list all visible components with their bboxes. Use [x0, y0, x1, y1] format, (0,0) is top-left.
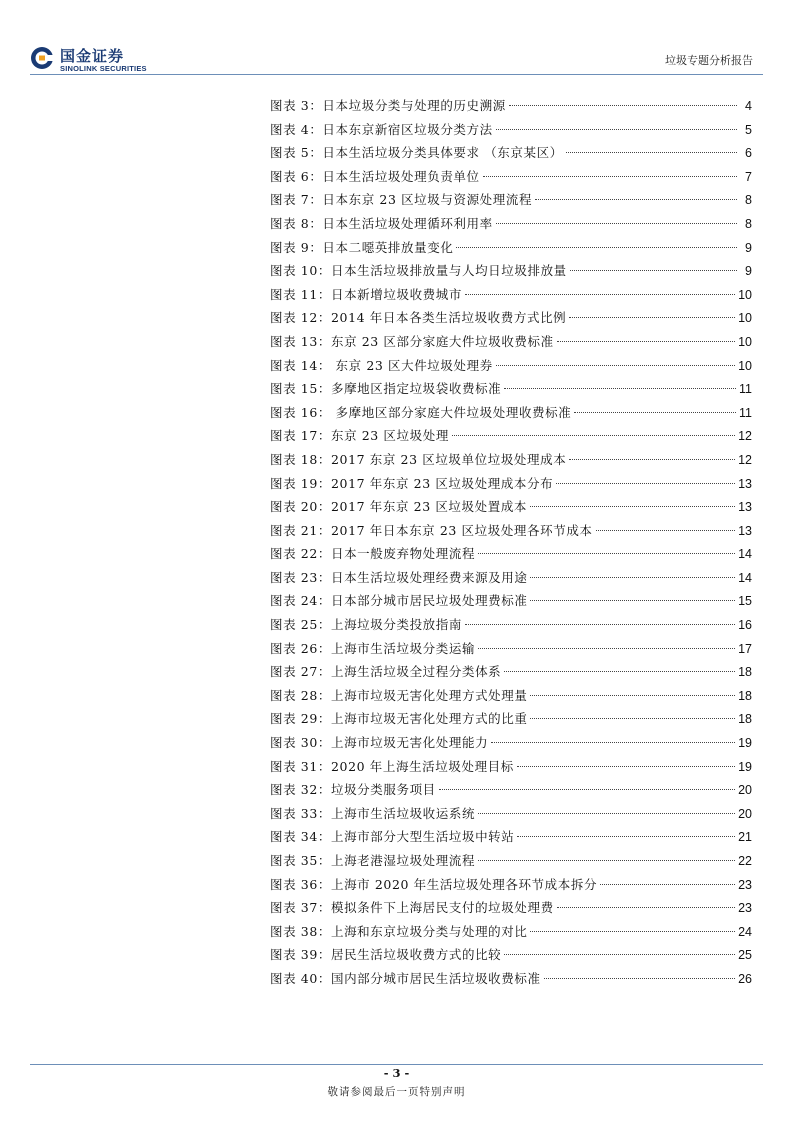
toc-entry[interactable] — [270, 448, 752, 472]
toc-entry[interactable] — [270, 660, 752, 684]
toc-entry[interactable] — [270, 920, 752, 944]
toc-entry-page: 18 — [738, 665, 752, 680]
toc-entry-page: 13 — [738, 500, 752, 515]
toc-dot-leader — [530, 695, 735, 696]
toc-entry-label: 图表 36：上海市 2020 年生活垃圾处理各环节成本拆分 — [270, 876, 598, 892]
toc-dot-leader — [452, 435, 735, 436]
toc-dot-leader — [544, 978, 736, 979]
toc-dot-leader — [465, 294, 735, 295]
toc-entry-label: 图表 9：日本二噁英排放量变化 — [270, 239, 454, 255]
toc-dot-leader — [478, 648, 735, 649]
logo-english-name: SINOLINK SECURITIES — [60, 64, 147, 73]
toc-entry-page: 14 — [738, 570, 752, 585]
toc-entry[interactable] — [270, 873, 752, 897]
toc-entry-label: 图表 28：上海市垃圾无害化处理方式处理量 — [270, 687, 528, 703]
toc-entry-page: 20 — [738, 783, 752, 798]
toc-entry[interactable] — [270, 967, 752, 991]
toc-entry[interactable] — [270, 188, 752, 212]
toc-dot-leader — [496, 223, 737, 224]
toc-entry[interactable] — [270, 495, 752, 519]
toc-entry-page: 7 — [745, 169, 752, 184]
toc-entry-page: 11 — [739, 382, 752, 397]
toc-entry-label: 图表 25：上海垃圾分类投放指南 — [270, 617, 462, 633]
toc-entry[interactable] — [270, 94, 752, 118]
toc-entry-label: 图表 7：日本东京 23 区垃圾与资源处理流程 — [270, 192, 533, 208]
toc-dot-leader — [496, 129, 737, 130]
toc-entry[interactable] — [270, 141, 752, 165]
toc-entry-label: 图表 8：日本生活垃圾处理循环利用率 — [270, 215, 493, 231]
toc-entry-page: 8 — [745, 216, 752, 231]
toc-entry-label: 图表 40：国内部分城市居民生活垃圾收费标准 — [270, 970, 541, 986]
toc-entry[interactable] — [270, 259, 752, 283]
toc-entry-label: 图表 10：日本生活垃圾排放量与人均日垃圾排放量 — [270, 263, 567, 279]
toc-entry-page: 13 — [738, 476, 752, 491]
toc-dot-leader — [530, 718, 735, 719]
toc-entry[interactable] — [270, 589, 752, 613]
toc-entry-page: 19 — [738, 759, 752, 774]
toc-entry-label: 图表 5：日本生活垃圾分类具体要求 （东京某区） — [270, 145, 563, 161]
toc-dot-leader — [530, 506, 735, 507]
toc-entry[interactable] — [270, 566, 752, 590]
toc-entry-label: 图表 15：多摩地区指定垃圾袋收费标准 — [270, 381, 502, 397]
toc-entry-label: 图表 32：垃圾分类服务项目 — [270, 782, 436, 798]
toc-dot-leader — [483, 176, 737, 177]
toc-entry-label: 图表 29：上海市垃圾无害化处理方式的比重 — [270, 711, 528, 727]
page-number: - 3 - — [383, 1066, 410, 1080]
toc-entry-page: 9 — [745, 264, 752, 279]
toc-entry-page: 5 — [745, 122, 752, 137]
toc-entry-page: 8 — [745, 193, 752, 208]
toc-entry[interactable] — [270, 424, 752, 448]
header-divider — [30, 74, 763, 75]
toc-entry[interactable] — [270, 472, 752, 496]
toc-dot-leader — [504, 388, 736, 389]
toc-dot-leader — [504, 671, 735, 672]
toc-entry-page: 14 — [738, 547, 752, 562]
toc-dot-leader — [439, 789, 735, 790]
toc-entry-label: 图表 37：模拟条件下上海居民支付的垃圾处理费 — [270, 900, 554, 916]
toc-entry-page: 23 — [738, 901, 752, 916]
toc-entry[interactable] — [270, 401, 752, 425]
toc-entry[interactable] — [270, 542, 752, 566]
toc-entry-page: 10 — [738, 311, 752, 326]
toc-entry-page: 19 — [738, 736, 752, 751]
toc-entry[interactable] — [270, 849, 752, 873]
toc-entry[interactable] — [270, 330, 752, 354]
company-logo — [30, 44, 150, 74]
toc-entry-page: 18 — [738, 712, 752, 727]
toc-entry-label: 图表 16： 多摩地区部分家庭大件垃圾处理收费标准 — [270, 404, 572, 420]
toc-entry-page: 17 — [738, 641, 752, 656]
toc-entry-label: 图表 33：上海市生活垃圾收运系统 — [270, 805, 476, 821]
toc-entry[interactable] — [270, 778, 752, 802]
toc-entry-page: 16 — [738, 618, 752, 633]
toc-dot-leader — [465, 624, 735, 625]
toc-entry-label: 图表 24：日本部分城市居民垃圾处理费标准 — [270, 593, 528, 609]
toc-entry[interactable] — [270, 306, 752, 330]
toc-entry-page: 10 — [738, 358, 752, 373]
toc-entry-label: 图表 20：2017 年东京 23 区垃圾处置成本 — [270, 499, 528, 515]
toc-entry[interactable] — [270, 731, 752, 755]
toc-entry-label: 图表 35：上海老港湿垃圾处理流程 — [270, 853, 476, 868]
toc-entry-page: 18 — [738, 688, 752, 703]
toc-entry-page: 6 — [745, 146, 752, 161]
toc-entry[interactable] — [270, 165, 752, 189]
toc-entry-label: 图表 39：居民生活垃圾收费方式的比较 — [270, 947, 502, 963]
report-title: 垃圾专题分析报告 — [665, 54, 753, 67]
toc-entry-label: 图表 21：2017 年日本东京 23 区垃圾处理各环节成本 — [270, 522, 593, 538]
toc-entry-label: 图表 26：上海市生活垃圾分类运输 — [270, 640, 476, 656]
toc-entry[interactable] — [270, 637, 752, 661]
toc-entry[interactable] — [270, 943, 752, 967]
toc-dot-leader — [530, 931, 735, 932]
toc-entry-page: 10 — [738, 334, 752, 349]
toc-entry-label: 图表 4：日本东京新宿区垃圾分类方法 — [270, 121, 493, 137]
toc-dot-leader — [570, 270, 737, 271]
toc-dot-leader — [557, 341, 735, 342]
toc-entry-page: 15 — [738, 594, 752, 609]
toc-dot-leader — [574, 412, 736, 413]
toc-entry-label: 图表 38：上海和东京垃圾分类与处理的对比 — [270, 923, 528, 939]
toc-dot-leader — [596, 530, 736, 531]
toc-entry-label: 图表 30：上海市垃圾无害化处理能力 — [270, 735, 489, 751]
toc-dot-leader — [530, 577, 735, 578]
toc-dot-leader — [569, 317, 735, 318]
toc-entry-label: 图表 31：2020 年上海生活垃圾处理目标 — [270, 758, 514, 774]
toc-entry[interactable] — [270, 825, 752, 849]
toc-entry-page: 10 — [738, 287, 752, 302]
toc-entry-label: 图表 13：东京 23 区部分家庭大件垃圾收费标准 — [270, 333, 554, 349]
toc-entry[interactable] — [270, 519, 752, 543]
toc-entry[interactable] — [270, 236, 752, 260]
toc-dot-leader — [504, 954, 735, 955]
toc-entry-page: 13 — [738, 523, 752, 538]
toc-entry-label: 图表 23：日本生活垃圾处理经费来源及用途 — [270, 569, 528, 585]
toc-dot-leader — [566, 152, 737, 153]
toc-entry-page: 9 — [745, 240, 752, 255]
toc-dot-leader — [517, 836, 735, 837]
toc-entry[interactable] — [270, 212, 752, 236]
toc-entry[interactable] — [270, 755, 752, 779]
toc-dot-leader — [478, 553, 735, 554]
toc-entry-page: 12 — [738, 429, 752, 444]
toc-entry-label: 图表 17：东京 23 区垃圾处理 — [270, 428, 449, 444]
toc-entry-page: 22 — [738, 854, 752, 868]
toc-dot-leader — [556, 483, 735, 484]
page-header — [0, 0, 793, 78]
logo-chinese-name: 国金证券 — [60, 47, 125, 65]
toc-dot-leader — [491, 742, 735, 743]
toc-entry-label: 图表 11：日本新增垃圾收费城市 — [270, 286, 462, 302]
toc-entry-page: 4 — [745, 99, 752, 113]
toc-entry-label: 图表 3：日本垃圾分类与处理的历史溯源 — [270, 98, 506, 113]
sinolink-logo-icon — [30, 46, 54, 70]
toc-dot-leader — [509, 105, 737, 106]
toc-entry-page: 11 — [739, 405, 752, 420]
toc-entry[interactable] — [270, 118, 752, 142]
toc-entry[interactable] — [270, 802, 752, 826]
toc-entry-page: 24 — [738, 924, 752, 939]
toc-entry-page: 20 — [738, 806, 752, 821]
toc-entry[interactable] — [270, 354, 752, 378]
toc-dot-leader — [496, 365, 735, 366]
toc-entry-label: 图表 12：2014 年日本各类生活垃圾收费方式比例 — [270, 310, 567, 326]
toc-dot-leader — [600, 884, 735, 885]
footer-divider — [30, 1064, 763, 1065]
toc-entry-label: 图表 18：2017 东京 23 区垃圾单位垃圾处理成本 — [270, 451, 567, 467]
figure-index-list — [270, 94, 752, 991]
toc-dot-leader — [456, 247, 737, 248]
toc-entry[interactable] — [270, 684, 752, 708]
toc-entry[interactable] — [270, 707, 752, 731]
toc-entry[interactable] — [270, 613, 752, 637]
toc-entry[interactable] — [270, 377, 752, 401]
toc-entry-label: 图表 19：2017 年东京 23 区垃圾处理成本分布 — [270, 475, 554, 491]
toc-entry-page: 21 — [738, 830, 752, 845]
toc-entry[interactable] — [270, 283, 752, 307]
toc-dot-leader — [478, 813, 735, 814]
toc-dot-leader — [535, 199, 737, 200]
toc-entry-page: 12 — [738, 452, 752, 467]
toc-entry-page: 25 — [738, 948, 752, 963]
toc-entry-label: 图表 14： 东京 23 区大件垃圾处理券 — [270, 357, 493, 373]
toc-entry-page: 23 — [738, 877, 752, 892]
toc-entry-page: 26 — [738, 971, 752, 986]
toc-entry-label: 图表 27：上海生活垃圾全过程分类体系 — [270, 664, 502, 680]
toc-dot-leader — [478, 860, 735, 861]
toc-entry[interactable] — [270, 896, 752, 920]
toc-dot-leader — [569, 459, 735, 460]
toc-dot-leader — [530, 600, 735, 601]
toc-entry-label: 图表 22：日本一般废弃物处理流程 — [270, 546, 476, 562]
toc-dot-leader — [557, 907, 735, 908]
toc-entry-label: 图表 34：上海市部分大型生活垃圾中转站 — [270, 829, 515, 845]
disclaimer-note: 敬请参阅最后一页特别声明 — [327, 1086, 466, 1098]
toc-dot-leader — [517, 766, 735, 767]
toc-entry-label: 图表 6：日本生活垃圾处理负责单位 — [270, 168, 480, 184]
